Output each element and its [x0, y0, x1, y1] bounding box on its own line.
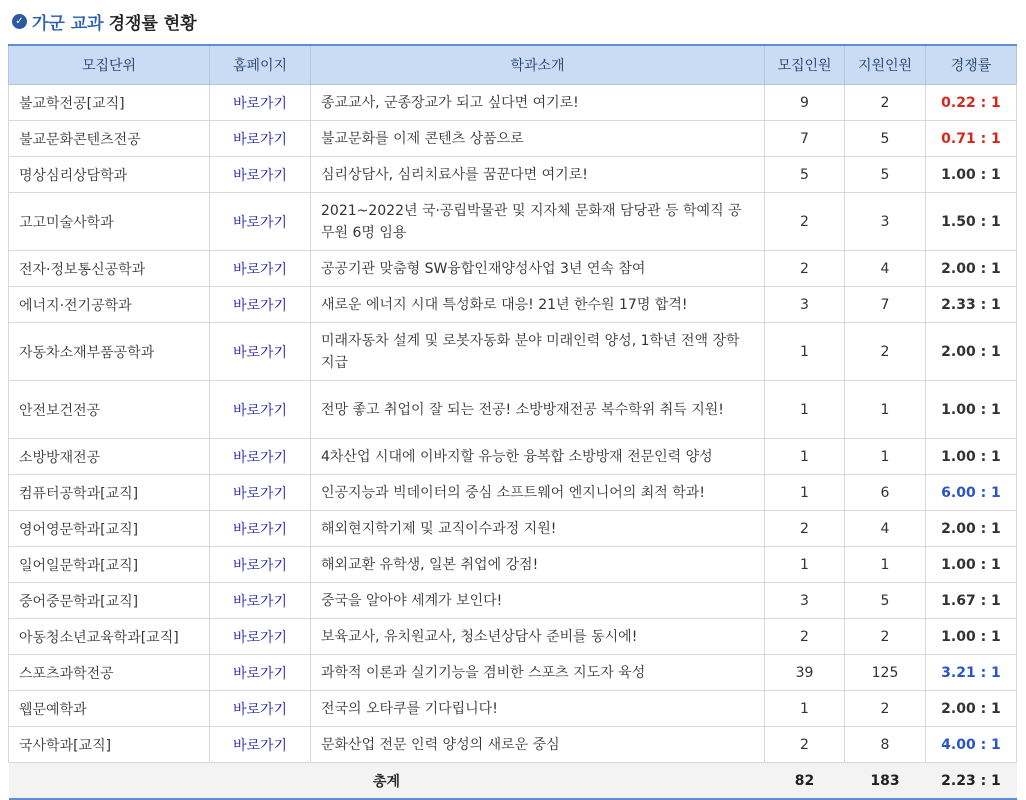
- total-quota: 82: [765, 763, 845, 800]
- applicants-cell: 5: [845, 157, 926, 193]
- unit-cell: 영어영문학과[교직]: [9, 511, 210, 547]
- table-row: [9, 727, 1017, 763]
- unit-cell: 일어일문학과[교직]: [9, 547, 210, 583]
- intro-cell: 해외교환 유학생, 일본 취업에 강점!: [311, 547, 765, 583]
- intro-cell: 과학적 이론과 실기기능을 겸비한 스포츠 지도자 육성: [311, 655, 765, 691]
- rate-cell: 1.00 : 1: [926, 381, 1017, 439]
- quota-cell: 1: [765, 475, 845, 511]
- applicants-cell: 4: [845, 251, 926, 287]
- homepage-link[interactable]: 바로가기: [210, 251, 311, 287]
- table-row: [9, 381, 1017, 439]
- applicants-cell: 5: [845, 121, 926, 157]
- quota-cell: 9: [765, 85, 845, 121]
- rate-cell: 1.67 : 1: [926, 583, 1017, 619]
- intro-cell: 전국의 오타쿠를 기다립니다!: [311, 691, 765, 727]
- applicants-cell: 1: [845, 547, 926, 583]
- header-quota: 모집인원: [765, 45, 845, 85]
- table-row: [9, 193, 1017, 251]
- rate-cell: 2.00 : 1: [926, 691, 1017, 727]
- unit-cell: 자동차소재부품공학과: [9, 323, 210, 381]
- header-intro: 학과소개: [311, 45, 765, 85]
- applicants-cell: 5: [845, 583, 926, 619]
- rate-cell: 0.71 : 1: [926, 121, 1017, 157]
- applicants-cell: 2: [845, 323, 926, 381]
- table-row: [9, 691, 1017, 727]
- applicants-cell: 8: [845, 727, 926, 763]
- title-text: 경쟁률 현황: [108, 13, 197, 34]
- rate-cell: 0.22 : 1: [926, 85, 1017, 121]
- table-row: [9, 547, 1017, 583]
- unit-cell: 스포츠과학전공: [9, 655, 210, 691]
- intro-cell: 인공지능과 빅데이터의 중심 소프트웨어 엔지니어의 최적 학과!: [311, 475, 765, 511]
- unit-cell: 전자·정보통신공학과: [9, 251, 210, 287]
- unit-cell: 웹문예학과: [9, 691, 210, 727]
- rate-cell: 2.00 : 1: [926, 511, 1017, 547]
- quota-cell: 2: [765, 511, 845, 547]
- homepage-link[interactable]: 바로가기: [210, 323, 311, 381]
- rate-cell: 4.00 : 1: [926, 727, 1017, 763]
- table-row: [9, 475, 1017, 511]
- table-body: [9, 85, 1017, 763]
- homepage-link[interactable]: 바로가기: [210, 193, 311, 251]
- intro-cell: 새로운 에너지 시대 특성화로 대응! 21년 한수원 17명 합격!: [311, 287, 765, 323]
- rate-cell: 2.00 : 1: [926, 323, 1017, 381]
- quota-cell: 3: [765, 287, 845, 323]
- intro-cell: 중국을 알아야 세계가 보인다!: [311, 583, 765, 619]
- quota-cell: 5: [765, 157, 845, 193]
- total-row: [9, 763, 1017, 800]
- unit-cell: 고고미술사학과: [9, 193, 210, 251]
- quota-cell: 2: [765, 193, 845, 251]
- table-row: [9, 121, 1017, 157]
- unit-cell: 에너지·전기공학과: [9, 287, 210, 323]
- homepage-link[interactable]: 바로가기: [210, 121, 311, 157]
- intro-cell: 미래자동차 설계 및 로봇자동화 분야 미래인력 양성, 1학년 전액 장학 지급: [311, 323, 765, 381]
- quota-cell: 2: [765, 251, 845, 287]
- rate-cell: 1.00 : 1: [926, 547, 1017, 583]
- unit-cell: 불교학전공[교직]: [9, 85, 210, 121]
- homepage-link[interactable]: 바로가기: [210, 691, 311, 727]
- rate-cell: 1.00 : 1: [926, 157, 1017, 193]
- table-row: [9, 439, 1017, 475]
- table-row: [9, 85, 1017, 121]
- intro-cell: 심리상담사, 심리치료사를 꿈꾼다면 여기로!: [311, 157, 765, 193]
- table-row: [9, 323, 1017, 381]
- homepage-link[interactable]: 바로가기: [210, 287, 311, 323]
- table-row: [9, 619, 1017, 655]
- quota-cell: 1: [765, 691, 845, 727]
- total-rate: 2.23 : 1: [926, 763, 1017, 800]
- header-rate: 경쟁률: [926, 45, 1017, 85]
- applicants-cell: 125: [845, 655, 926, 691]
- intro-cell: 문화산업 전문 인력 양성의 새로운 중심: [311, 727, 765, 763]
- rate-cell: 1.00 : 1: [926, 619, 1017, 655]
- applicants-cell: 2: [845, 85, 926, 121]
- intro-cell: 해외현지학기제 및 교직이수과정 지원!: [311, 511, 765, 547]
- quota-cell: 3: [765, 583, 845, 619]
- intro-cell: 4차산업 시대에 이바지할 유능한 융복합 소방방재 전문인력 양성: [311, 439, 765, 475]
- homepage-link[interactable]: 바로가기: [210, 655, 311, 691]
- header-homepage: 홈페이지: [210, 45, 311, 85]
- quota-cell: 2: [765, 727, 845, 763]
- quota-cell: 1: [765, 323, 845, 381]
- quota-cell: 2: [765, 619, 845, 655]
- rate-cell: 2.33 : 1: [926, 287, 1017, 323]
- unit-cell: 소방방재전공: [9, 439, 210, 475]
- intro-cell: 전망 좋고 취업이 잘 되는 전공! 소방방재전공 복수학위 취득 지원!: [311, 381, 765, 439]
- check-circle-icon: ✓: [12, 14, 27, 29]
- homepage-link[interactable]: 바로가기: [210, 727, 311, 763]
- table-row: [9, 583, 1017, 619]
- table-row: [9, 511, 1017, 547]
- title-accent: 가군 교과: [32, 13, 104, 34]
- rate-cell: 6.00 : 1: [926, 475, 1017, 511]
- table-row: [9, 251, 1017, 287]
- intro-cell: 불교문화를 이제 콘텐츠 상품으로: [311, 121, 765, 157]
- competition-table: [8, 44, 1017, 800]
- applicants-cell: 6: [845, 475, 926, 511]
- quota-cell: 1: [765, 439, 845, 475]
- rate-cell: 1.50 : 1: [926, 193, 1017, 251]
- rate-cell: 3.21 : 1: [926, 655, 1017, 691]
- homepage-link[interactable]: 바로가기: [210, 547, 311, 583]
- header-unit: 모집단위: [9, 45, 210, 85]
- applicants-cell: 2: [845, 691, 926, 727]
- header-applicants: 지원인원: [845, 45, 926, 85]
- table-row: [9, 655, 1017, 691]
- applicants-cell: 1: [845, 439, 926, 475]
- quota-cell: 7: [765, 121, 845, 157]
- homepage-link[interactable]: 바로가기: [210, 85, 311, 121]
- homepage-link[interactable]: 바로가기: [210, 157, 311, 193]
- applicants-cell: 3: [845, 193, 926, 251]
- table-header-row: [9, 45, 1017, 85]
- homepage-link[interactable]: 바로가기: [210, 475, 311, 511]
- total-label: 총계: [9, 763, 765, 800]
- applicants-cell: 7: [845, 287, 926, 323]
- homepage-link[interactable]: 바로가기: [210, 583, 311, 619]
- homepage-link[interactable]: 바로가기: [210, 511, 311, 547]
- intro-cell: 2021~2022년 국·공립박물관 및 지자체 문화재 담당관 등 학예직 공무원 6명 임용: [311, 193, 765, 251]
- intro-cell: 보육교사, 유치원교사, 청소년상담사 준비를 동시에!: [311, 619, 765, 655]
- applicants-cell: 1: [845, 381, 926, 439]
- unit-cell: 중어중문학과[교직]: [9, 583, 210, 619]
- homepage-link[interactable]: 바로가기: [210, 381, 311, 439]
- intro-cell: 공공기관 맞춤형 SW융합인재양성사업 3년 연속 참여: [311, 251, 765, 287]
- quota-cell: 1: [765, 547, 845, 583]
- applicants-cell: 4: [845, 511, 926, 547]
- quota-cell: 39: [765, 655, 845, 691]
- unit-cell: 컴퓨터공학과[교직]: [9, 475, 210, 511]
- table-row: [9, 287, 1017, 323]
- unit-cell: 안전보건전공: [9, 381, 210, 439]
- homepage-link[interactable]: 바로가기: [210, 439, 311, 475]
- unit-cell: 명상심리상담학과: [9, 157, 210, 193]
- rate-cell: 2.00 : 1: [926, 251, 1017, 287]
- homepage-link[interactable]: 바로가기: [210, 619, 311, 655]
- rate-cell: 1.00 : 1: [926, 439, 1017, 475]
- page-title: [12, 9, 197, 33]
- quota-cell: 1: [765, 381, 845, 439]
- unit-cell: 아동청소년교육학과[교직]: [9, 619, 210, 655]
- unit-cell: 불교문화콘텐츠전공: [9, 121, 210, 157]
- table-row: [9, 157, 1017, 193]
- total-applicants: 183: [845, 763, 926, 800]
- unit-cell: 국사학과[교직]: [9, 727, 210, 763]
- intro-cell: 종교교사, 군종장교가 되고 싶다면 여기로!: [311, 85, 765, 121]
- applicants-cell: 2: [845, 619, 926, 655]
